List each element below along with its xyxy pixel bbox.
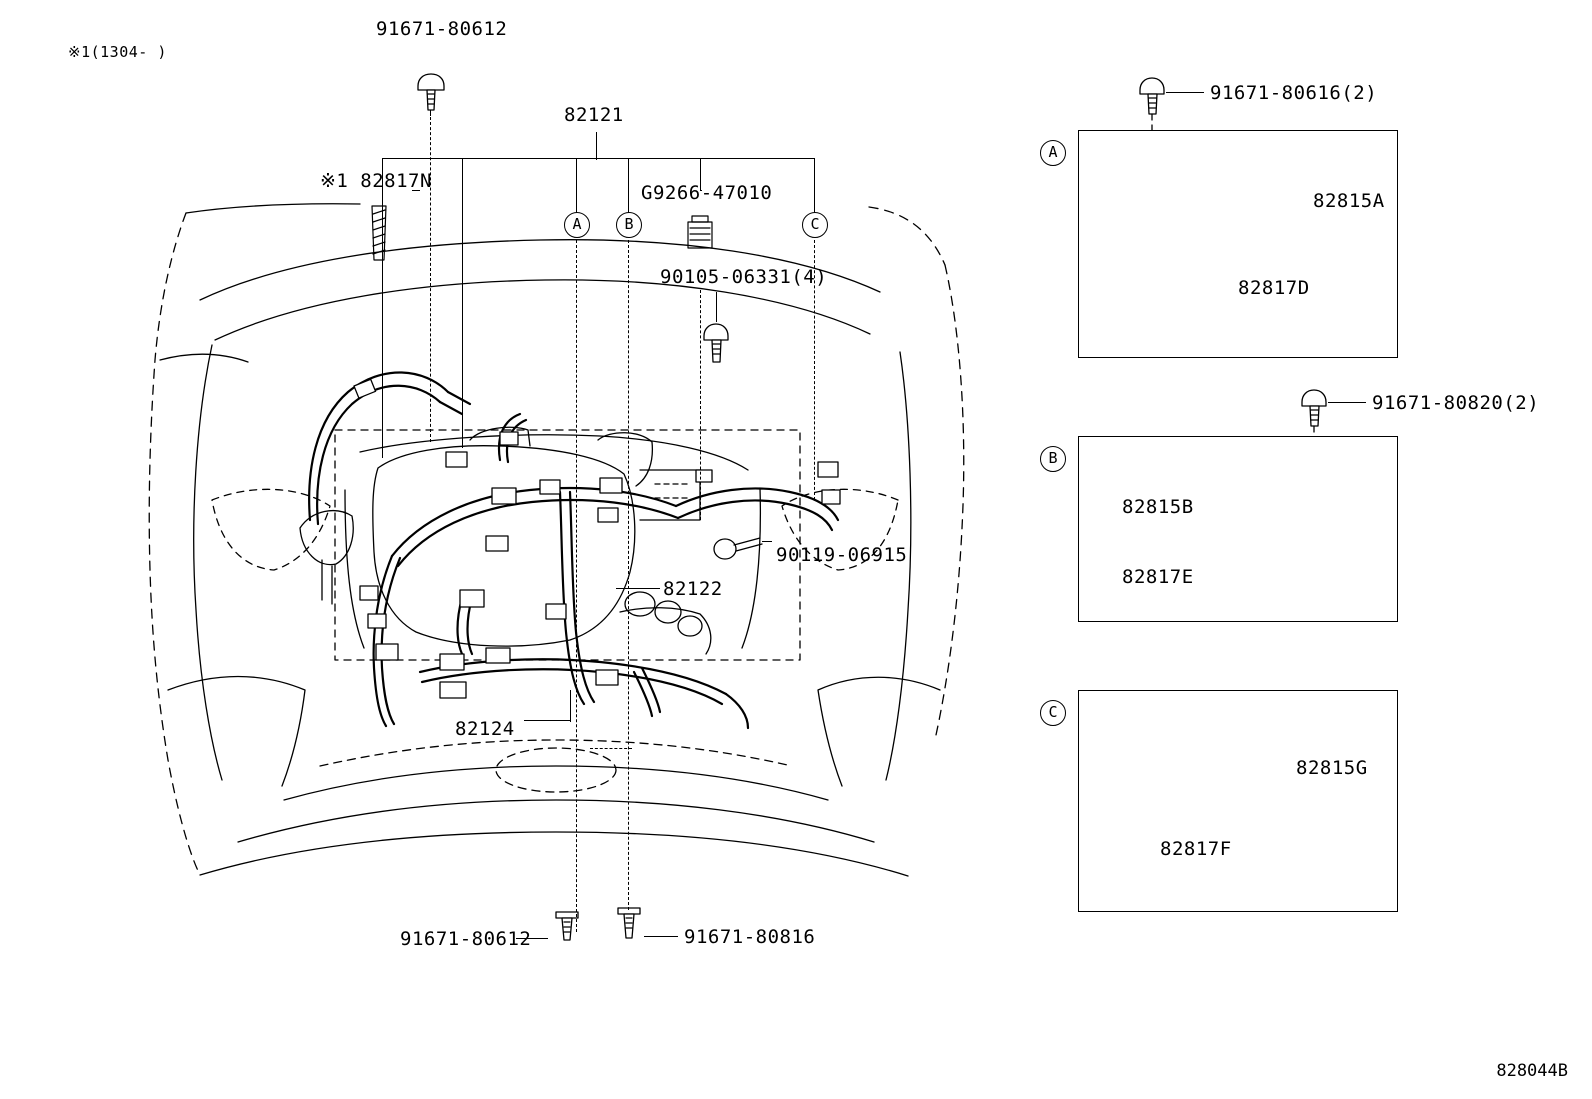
leader-82121-drop-2 [462,158,463,448]
leader-91671-80816 [644,936,678,937]
leader-callout-ab-link [590,748,632,749]
panel-b-callout: B [1040,446,1066,472]
callout-a-main: A [564,212,590,238]
panel-a-callout: A [1040,140,1066,166]
label-82121: 82121 [564,104,624,126]
leader-90119 [762,541,772,542]
detail-panel-b [1078,436,1398,622]
leader-callout-a-drop [576,240,577,932]
label-91671-80820: 91671-80820(2) [1372,392,1540,414]
label-82122: 82122 [663,578,723,600]
leader-82124-stem [570,690,571,722]
label-91671-80612-bottom: 91671-80612 [400,928,532,950]
label-90105-06331: 90105-06331(4) [660,266,828,288]
leader-82121-drop-b [628,158,629,214]
label-82815A: 82815A [1313,190,1385,212]
label-82817E: 82817E [1122,566,1194,588]
leader-tick-1 [430,110,431,116]
leader-90105-stem [716,292,717,322]
label-82817N: ※1 82817N [320,170,432,192]
panel-c-callout: C [1040,700,1066,726]
leader-82121-drop-a [576,158,577,214]
label-82817D: 82817D [1238,277,1310,299]
leader-90105-drop [700,290,701,520]
leader-82121-stem [596,132,597,160]
leader-82124 [524,720,570,721]
label-91671-80616: 91671-80616(2) [1210,82,1378,104]
leader-82121-spine [382,158,814,159]
label-82815B: 82815B [1122,496,1194,518]
leader-91671-80820 [1328,402,1366,403]
leader-82122 [616,588,660,589]
leader-91671-80616 [1166,92,1204,93]
label-82817F: 82817F [1160,838,1232,860]
detail-panel-c [1078,690,1398,912]
diagram-note: ※1(1304- ) [68,43,167,61]
detail-panel-a [1078,130,1398,358]
label-82815G: 82815G [1296,757,1368,779]
label-G9266-47010: G9266-47010 [641,182,773,204]
leader-callout-b-drop [628,240,629,910]
label-91671-80612-top: 91671-80612 [376,18,508,40]
leader-82121-left-drop [382,158,383,458]
leader-82121-drop-c [814,158,815,214]
diagram-code: 828044B [1496,1061,1568,1081]
callout-c-main: C [802,212,828,238]
label-82124: 82124 [455,718,515,740]
callout-b-main: B [616,212,642,238]
label-91671-80816: 91671-80816 [684,926,816,948]
label-90119-06915: 90119-06915 [776,544,908,566]
leader-91671-80612-top [430,112,431,442]
